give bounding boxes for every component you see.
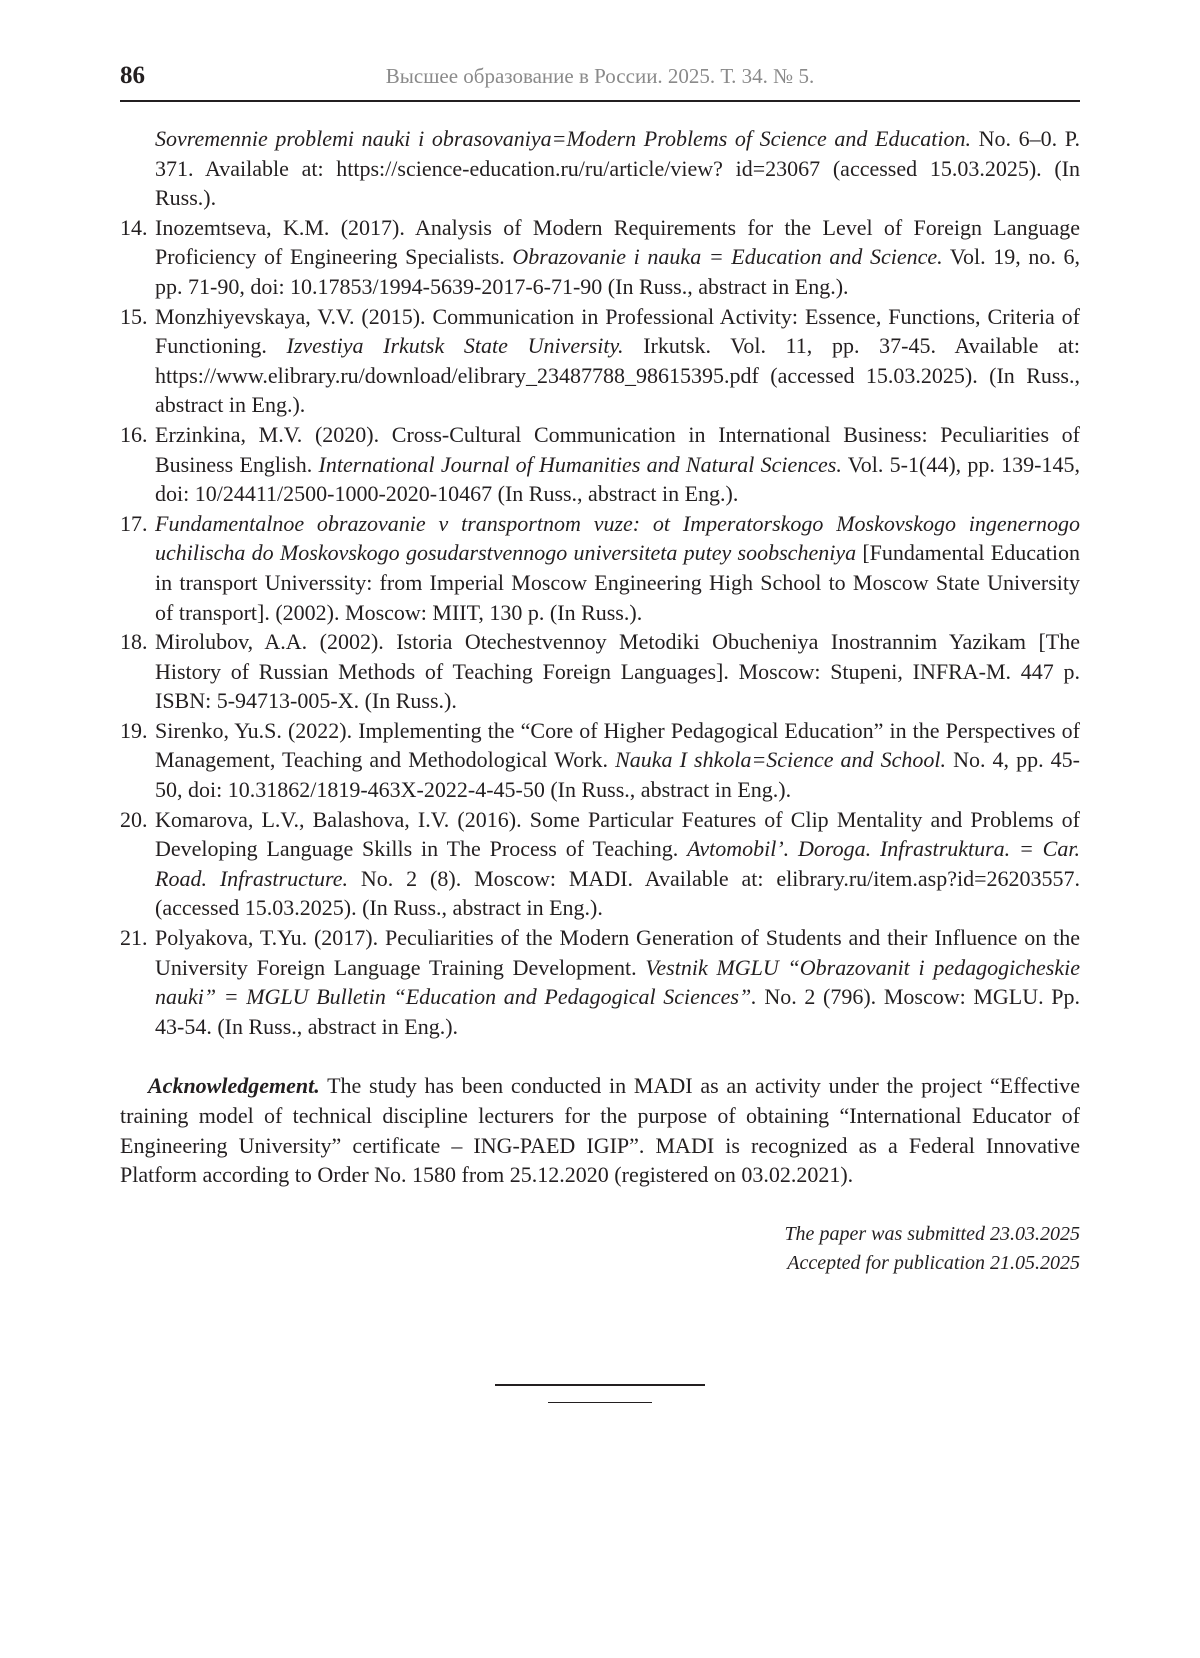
reference-text: Komarova, L.V., Balashova, I.V. (2016). Some Particular Features of Clip Mentality and Problems of Developing Language Skills in The Process of Teaching. (155, 806, 1080, 862)
reference-details: Vol. 19, no. 6, pp. 71-90, doi: 10.17853/1994-5639-2017-6-71-90 (In Russ., abstract in Eng.). (155, 244, 1080, 299)
reference-number: 19. (120, 717, 148, 743)
accepted-date: Accepted for publication 21.05.2025 (787, 1252, 1080, 1275)
reference-source: International Journal of Humanities and Natural Sciences. (318, 451, 842, 477)
reference-number: 18. (120, 629, 148, 655)
reference-item (120, 420, 1080, 509)
page-content (120, 124, 1080, 1279)
submission-info (120, 1220, 1080, 1279)
end-divider-long (495, 1384, 705, 1386)
reference-continuation-text: No. 6–0. P. 371. Available at: https://science-education.ru/ru/article/view? id=23067 (accessed 15.03.2025). (In Russ.). (155, 126, 1080, 211)
reference-item (120, 716, 1080, 805)
reference-item (120, 302, 1080, 420)
reference-list (120, 213, 1080, 1042)
reference-item (120, 213, 1080, 302)
reference-source: Obrazovanie i nauka = Education and Science. (512, 244, 943, 270)
reference-number: 20. (120, 806, 148, 832)
reference-text: Mirolubov, A.A. (2002). Istoria Otechestvennoy Metodiki Obucheniya Inostrannim Yazikam [The History of Russian Methods of Teaching Foreign Languages]. Moscow: Stupeni, INFRA-M. 447 p. ISBN: 5-94713-005-X. (In Russ.). (155, 629, 1080, 714)
reference-text: Inozemtseva, K.M. (2017). Analysis of Modern Requirements for the Level of Foreign Language Proficiency of Engineering Specialists. (155, 214, 1080, 270)
reference-item (120, 805, 1080, 923)
running-header (120, 60, 1080, 102)
reference-text: Monzhiyevskaya, V.V. (2015). Communication in Professional Activity: Essence, Functions, Criteria of Functioning. (155, 303, 1080, 359)
reference-details: No. 2 (8). Moscow: MADI. Available at: elibrary.ru/item.asp?id=26203557. (accessed 15.03.2025). (In Russ., abstract in Eng.). (155, 865, 1081, 921)
reference-number: 16. (120, 421, 148, 447)
acknowledgement-text: The study has been conducted in MADI as an activity under the project “Effective training model of technical discipline lecturers for the purpose of obtaining “International Educator of Engineering University” certificate – ING-PAED IGIP”. MADI is recognized as a Federal Innovative Platform according to Order No. 1580 from 25.12.2020 (registered on 03.02.2021). (120, 1073, 1080, 1188)
reference-source: Izvestiya Irkutsk State University. (286, 333, 624, 359)
reference-continuation-italic: Sovremennie problemi nauki i obrasovaniya=Modern Problems of Science and Education. (155, 126, 971, 151)
acknowledgement-label: Acknowledgement. (148, 1073, 320, 1099)
reference-number: 15. (120, 303, 148, 329)
reference-number: 14. (120, 214, 148, 240)
reference-details: No. 4, pp. 45-50, doi: 10.31862/1819-463X-2022-4-45-50 (In Russ., abstract in Eng.). (155, 747, 1080, 803)
reference-item (120, 627, 1080, 716)
reference-source: Avtomobil’. Doroga. Infrastruktura. = Car. Road. Infrastructure. (155, 836, 1080, 891)
reference-continuation (120, 124, 1080, 213)
journal-title: Высшее образование в России. 2025. Т. 34. № 5. (385, 64, 815, 88)
reference-details: [Fundamental Education in transport Universsity: from Imperial Moscow Engineering High School to Moscow State University of transport]. (2002). Moscow: MIIT, 130 p. (In Russ.). (155, 540, 1080, 625)
reference-source: Vestnik MGLU “Obrazovanit i pedagogicheskie nauki” = MGLU Bulletin “Education and Pedagogical Sciences”. (155, 954, 1081, 1010)
reference-text: Erzinkina, M.V. (2020). Cross-Cultural Communication in International Business: Peculiarities of Business English. (155, 421, 1080, 477)
reference-details: No. 2 (796). Moscow: MGLU. Pp. 43-54. (In Russ., abstract in Eng.). (155, 984, 1080, 1039)
acknowledgement (120, 1071, 1080, 1189)
reference-text: Sirenko, Yu.S. (2022). Implementing the “Core of Higher Pedagogical Education” in the Perspectives of Management, Teaching and Methodological Work. (155, 717, 1080, 773)
reference-item (120, 923, 1080, 1041)
reference-source: Fundamentalnoe obrazovanie v transportnom vuze: ot Imperatorskogo Moskovskogo ingenernogo uchilischa do Moskovskogo gosudarstvennogo universiteta putey soobscheniya (155, 510, 1080, 566)
reference-number: 21. (120, 925, 148, 951)
page-number: 86 (120, 62, 145, 89)
reference-source: Nauka I shkola=Science and School. (615, 747, 946, 773)
reference-text: Polyakova, T.Yu. (2017). Peculiarities of the Modern Generation of Students and their Influence on the University Foreign Language Training Development. (155, 925, 1080, 980)
reference-details: Irkutsk. Vol. 11, pp. 37-45. Available at: https://www.elibrary.ru/download/elibrary_23487788_98615395.pdf (accessed 15.03.2025). (In Russ., abstract in Eng.). (155, 333, 1080, 418)
end-divider-short (548, 1402, 652, 1403)
reference-details: Vol. 5-1(44), pp. 139-145, doi: 10/24411/2500-1000-2020-10467 (In Russ., abstract in Eng.). (155, 451, 1080, 507)
reference-item (120, 509, 1080, 627)
submitted-date: The paper was submitted 23.03.2025 (784, 1222, 1080, 1245)
reference-number: 17. (120, 510, 148, 536)
